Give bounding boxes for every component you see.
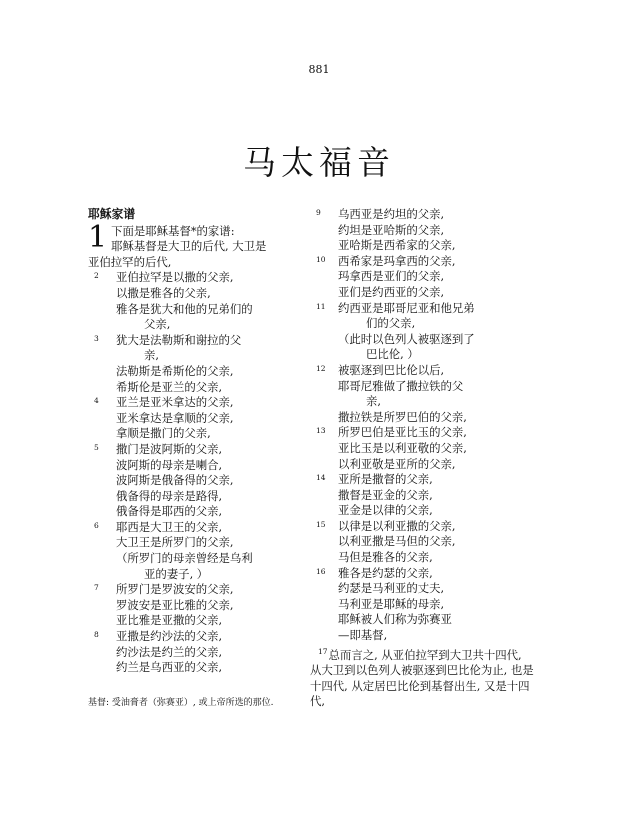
verse-text: 亚金是以律的父亲, [338,503,433,518]
verse-text: 所罗巴伯是亚比玉的父亲, [338,425,467,440]
verse-line [88,442,313,458]
verse-number: 10 [316,254,326,264]
verse-line [310,425,535,441]
verse-text: 以利亚撒是马但的父亲, [338,534,456,549]
intro-line: 耶稣基督是大卫的后代, 大卫是 [111,239,267,254]
verse-number: 17 [318,646,328,656]
verse-line [310,285,535,301]
genealogy-list-right [310,207,535,644]
verse-text: 亚比玉是以利亚敬的父亲, [338,440,467,455]
verse-text: 马利亚是耶稣的母亲, [338,596,445,611]
verse-text: （所罗门的母亲曾经是乌利 [116,551,253,566]
verse-number: 5 [94,442,99,452]
verse-text: 乌西亚是约坦的父亲, [338,207,445,221]
verse-text: 亚伯拉罕是以撒的父亲, [116,270,234,285]
verse-text: 大卫王是所罗门的父亲, [116,535,234,550]
verse-text: 亚比雅是亚撒的父亲, [116,613,223,628]
verse-line [88,551,313,567]
verse-text: —即基督, [338,628,388,643]
intro-line: 下面是耶稣基督*的家谱: [111,223,235,238]
verse-line [88,302,313,318]
verse-text: 约沙法是约兰的父亲, [116,644,223,659]
genealogy-list-left [88,270,313,675]
verse-text: 亚的妻子, ） [144,566,209,581]
verse-line [310,519,535,535]
verse-text: 波阿斯的母亲是喇合, [116,457,223,472]
verse-text: 耶西是大卫王的父亲, [116,519,223,534]
verse-text: 巴比伦, ） [366,347,419,362]
verse-text: 马但是雅各的父亲, [338,550,433,565]
verse-line [88,504,313,520]
verse-text: 父亲, [144,317,171,332]
verse-number: 16 [316,566,326,576]
book-title: 马太福音 [243,143,395,182]
chapter-number: 1 [88,219,108,255]
verse-line [310,612,535,628]
verse-text: 雅各是约瑟的父亲, [338,565,433,580]
verse-line [310,581,535,597]
verse-line [310,597,535,613]
verse-text: 亲, [144,348,160,363]
verse-text: 亲, [366,394,382,409]
verse-line [88,660,313,676]
verse-line [88,535,313,551]
verse-line [310,363,535,379]
verse-line [310,269,535,285]
verse-text: 希斯伦是亚兰的父亲, [116,379,223,394]
verse-number: 12 [316,363,326,373]
verse-line [310,410,535,426]
verse-text: 约瑟是马利亚的丈夫, [338,581,445,596]
left-column [88,207,313,676]
verse-text: 亚们是约西亚的父亲, [338,284,445,299]
verse-text: 罗波安是亚比雅的父亲, [116,597,234,612]
verse-17 [310,644,535,710]
intro-line: 亚伯拉罕的后代, [88,254,172,269]
verse-line [310,238,535,254]
verse-line [310,379,535,395]
verse-text: 以撒是雅各的父亲, [116,285,211,300]
page-number: 881 [308,63,330,76]
verse-line [88,270,313,286]
verse-text: 拿顺是撒门的父亲, [116,426,211,441]
verse-line [310,223,535,239]
section-heading: 耶稣家谱 [88,207,136,221]
verse-line [88,348,313,364]
verse-number: 3 [94,333,99,343]
verse-line [310,488,535,504]
verse-text: 玛拿西是亚们的父亲, [338,269,445,284]
verse-number: 11 [316,301,326,311]
right-column [310,207,535,710]
verse-text: 亚兰是亚米拿达的父亲, [116,395,234,410]
verse-line [310,534,535,550]
verse-line [310,316,535,332]
verse-line [88,426,313,442]
verse-line [88,286,313,302]
verse-line [88,364,313,380]
verse-text: 以律是以利亚撒的父亲, [338,518,456,533]
verse-text: 俄备得是耶西的父亲, [116,504,223,519]
verse-line [310,394,535,410]
verse-line [88,613,313,629]
verse-number: 7 [94,583,99,593]
verse-number: 2 [94,271,99,281]
verse-line [88,598,313,614]
footnote-label: 基督: [88,698,110,708]
verse-text: 约坦是亚哈斯的父亲, [338,222,445,237]
verse-line [88,582,313,598]
verse-line [88,645,313,661]
verse-line [310,207,535,223]
verse-text: 撒门是波阿斯的父亲, [116,441,223,456]
verse-line [88,317,313,333]
verse-text: （此时以色列人被驱逐到了 [338,331,475,346]
verse-text: 耶哥尼雅做了撒拉铁的父 [338,378,464,393]
verse-line [88,489,313,505]
verse-line [88,411,313,427]
verse-text: 亚撒是约沙法的父亲, [116,629,223,644]
verse-line [310,457,535,473]
verse-17-text: 总而言之, 从亚伯拉罕到大卫共十四代, 从大卫到以色列人被驱逐到巴比伦为止, 也是十四代, 从定居巴比伦到基督出生, 又是十四代, [310,647,534,709]
verse-line [88,458,313,474]
verse-text: 以利亚敬是亚所的父亲, [338,456,456,471]
verse-text: 亚所是撒督的父亲, [338,472,433,487]
verse-text: 撒拉铁是所罗巴伯的父亲, [338,409,467,424]
chapter-intro [88,219,313,271]
verse-text: 亚哈斯是西希家的父亲, [338,238,456,253]
verse-line [310,332,535,348]
verse-text: 法勒斯是希斯伦的父亲, [116,363,234,378]
verse-text: 雅各是犹大和他的兄弟们的 [116,301,253,316]
verse-text: 波阿斯是俄备得的父亲, [116,473,234,488]
verse-text: 们的父亲, [366,316,416,331]
verse-text: 约西亚是耶哥尼亚和他兄弟 [338,300,475,315]
verse-line [88,629,313,645]
verse-line [310,503,535,519]
verse-line [310,472,535,488]
verse-number: 13 [316,426,326,436]
verse-text: 约兰是乌西亚的父亲, [116,660,223,675]
verse-text: 西希家是玛拿西的父亲, [338,253,456,268]
verse-text: 犹大是法勒斯和谢拉的父 [116,332,242,347]
verse-line [310,628,535,644]
verse-line [310,441,535,457]
verse-line [88,380,313,396]
verse-line [310,254,535,270]
verse-text: 耶稣被人们称为弥赛亚 [338,612,452,627]
verse-line [88,333,313,349]
verse-text: 所罗门是罗波安的父亲, [116,582,234,597]
verse-line [310,550,535,566]
verse-text: 俄备得的母亲是路得, [116,488,223,503]
footnote [88,697,298,710]
verse-text: 撒督是亚金的父亲, [338,487,433,502]
verse-line [88,473,313,489]
verse-number: 6 [94,520,99,530]
verse-line [88,567,313,583]
footnote-text: 受油膏者（弥赛亚）, 或上帝所选的那位. [111,698,274,708]
verse-number: 8 [94,630,99,640]
verse-number: 15 [316,519,326,529]
verse-line [88,520,313,536]
verse-line [310,566,535,582]
verse-number: 4 [94,396,99,406]
verse-text: 被驱逐到巴比伦以后, [338,362,445,377]
verse-line [310,347,535,363]
verse-line [88,395,313,411]
verse-number: 9 [316,208,321,217]
verse-number: 14 [316,473,326,483]
verse-text: 亚米拿达是拿顺的父亲, [116,410,234,425]
verse-line [310,301,535,317]
